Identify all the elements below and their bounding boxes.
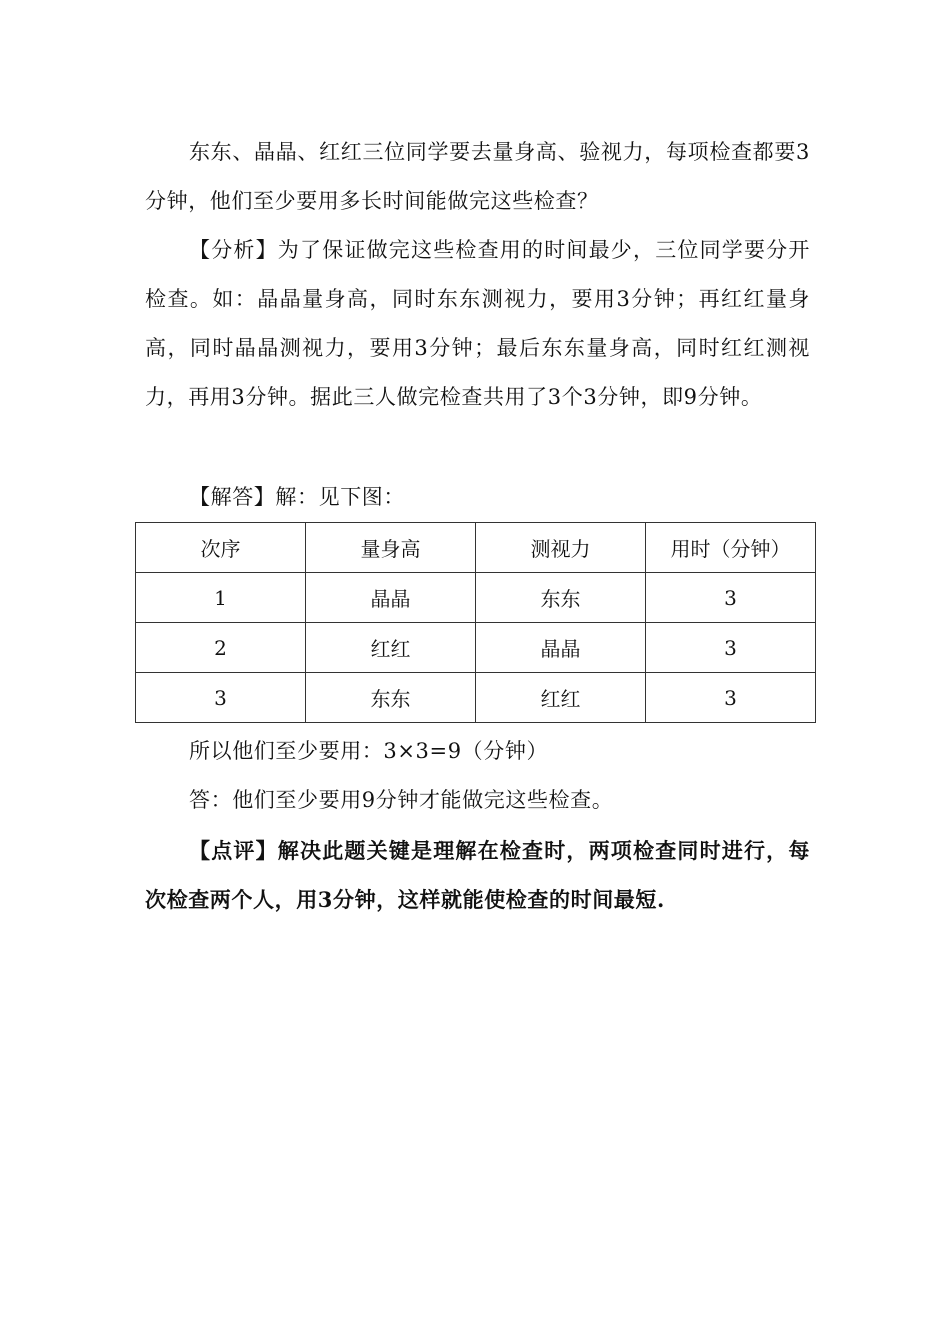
table-row bbox=[136, 623, 816, 673]
analysis-paragraph: 【分析】为了保证做完这些检查用的时间最少，三位同学要分开检查。如：晶晶量身高，同时东东测视力，要用3分钟；再红红量身高，同时晶晶测视力，要用3分钟；最后东东量身高，同时红红测视力，再用3分钟。据此三人做完检查共用了3个3分钟，即9分钟。 bbox=[145, 238, 810, 409]
header-cell: 用时（分钟） bbox=[646, 523, 816, 573]
table-cell: 3 bbox=[646, 623, 816, 673]
table-cell: 3 bbox=[136, 673, 306, 723]
table-cell: 晶晶 bbox=[306, 573, 476, 623]
table-cell: 东东 bbox=[306, 673, 476, 723]
table-header-row bbox=[136, 523, 816, 573]
table-row bbox=[136, 573, 816, 623]
final-answer-line: 答：他们至少要用9分钟才能做完这些检查。 bbox=[189, 788, 614, 812]
header-cell: 测视力 bbox=[476, 523, 646, 573]
comment-paragraph: 【点评】解决此题关键是理解在检查时，两项检查同时进行，每次检查两个人，用3分钟，这样就能使检查的时间最短. bbox=[145, 838, 810, 912]
table-cell: 东东 bbox=[476, 573, 646, 623]
table-cell: 3 bbox=[646, 673, 816, 723]
header-cell: 次序 bbox=[136, 523, 306, 573]
table-cell: 2 bbox=[136, 623, 306, 673]
answer-heading: 【解答】解：见下图： bbox=[189, 485, 405, 509]
table-row bbox=[136, 673, 816, 723]
table-cell: 红红 bbox=[306, 623, 476, 673]
header-cell: 量身高 bbox=[306, 523, 476, 573]
table-cell: 3 bbox=[646, 573, 816, 623]
table-cell: 晶晶 bbox=[476, 623, 646, 673]
table-cell: 1 bbox=[136, 573, 306, 623]
question-paragraph: 东东、晶晶、红红三位同学要去量身高、验视力，每项检查都要3分钟，他们至少要用多长时间能做完这些检查？ bbox=[145, 140, 810, 213]
calculation-line: 所以他们至少要用：3×3=9（分钟） bbox=[189, 739, 549, 763]
schedule-table bbox=[135, 522, 816, 723]
table-cell: 红红 bbox=[476, 673, 646, 723]
